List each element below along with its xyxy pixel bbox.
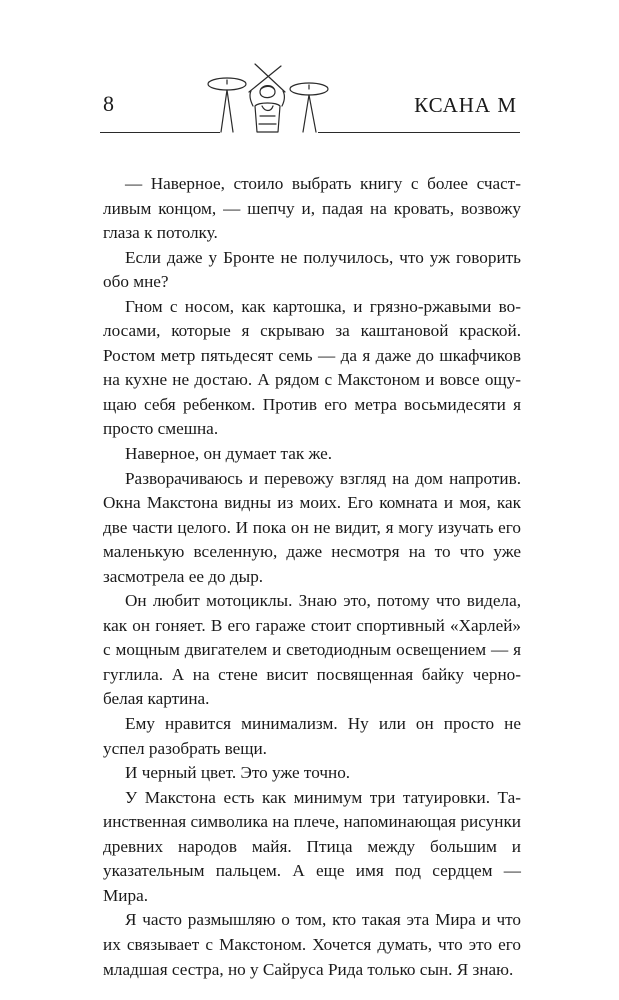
drummer-illustration-icon: [205, 62, 335, 136]
page-number: 8: [103, 91, 114, 116]
paragraph: Я часто размышляю о том, кто такая эта Мира и что их связывает с Макстоном. Хочется думать, что это его младшая сестра, но у Сайруса Рида только сын. Я знаю.: [103, 910, 521, 979]
paragraph: — Наверное, стоило выбрать книгу с более счастливым концом, — шепчу и, падая на кровать, возвожу глаза к потолку.: [103, 174, 521, 243]
paragraph: У Макстона есть как минимум три татуировки. Таинственная символика на плече, напоминающая рисунки древних народов майя. Птица между большим и указательным пальцем. А еще имя под сердцем — Мира.: [103, 787, 521, 905]
header-rule-left: [100, 132, 220, 133]
header-rule-right: [318, 132, 520, 133]
paragraph: Наверное, он думает так же.: [125, 444, 333, 464]
paragraph: И черный цвет. Это уже точно.: [125, 763, 351, 783]
paragraph: Он любит мотоциклы. Знаю это, потому что видела, как он гоняет. В его гараже стоит спортивный «Харлей» с мощным двигателем и светодиодным освещением — я гуглила. А на стене висит посвященная байку черно-белая картина.: [103, 591, 521, 709]
paragraph: Гном с носом, как картошка, и грязно-ржавыми волосами, которые я скрываю за каштановой краской. Ростом метр пятьдесят семь — да я даже до шкафчиков на кухне не достаю. А рядом с Макстоном и вовсе ощущаю себя ребенком. Против его метра восьмидесяти я просто смешна.: [103, 296, 521, 439]
paragraph: Разворачиваюсь и перевожу взгляд на дом напротив. Окна Макстона видны из моих. Его комната и моя, как две части целого. И пока он не видит, я могу изучать его маленькую вселенную, даже несмотря на то что уже засмотрела ее до дыр.: [103, 468, 521, 586]
running-head: КСАНА М: [414, 93, 517, 117]
paragraph: Если даже у Бронте не получилось, что уж говорить обо мне?: [103, 247, 521, 292]
page-header: [0, 0, 619, 140]
body-text: [103, 172, 521, 982]
paragraph: Ему нравится минимализм. Ну или он просто не успел разобрать вещи.: [103, 714, 521, 758]
